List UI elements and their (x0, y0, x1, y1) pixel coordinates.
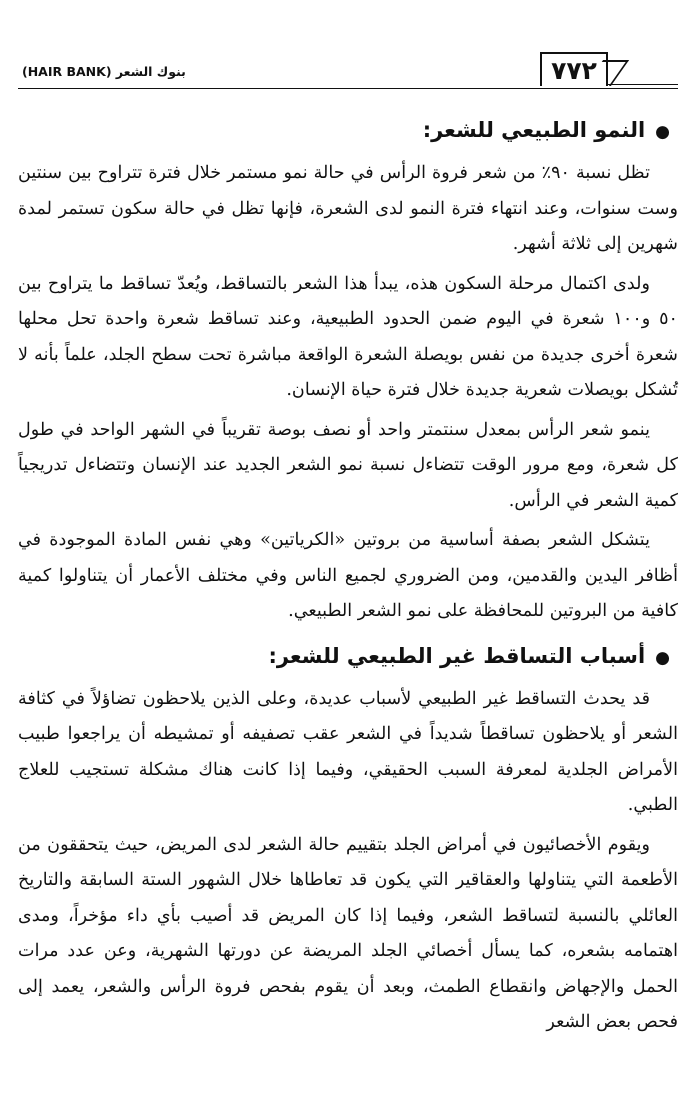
paragraph: قد يحدث التساقط غير الطبيعي لأسباب عديدة، وعلى الذين يلاحظون تضاؤلاً في كثافة الشعر أو يلاحظون تساقطاً شديداً في الشعر عقب تصفيفه أو تمشيطه أن يراجعوا طبيب الأمراض الجلدية لمعرفة السبب الحقيقي، وفيما إذا كانت هناك مشكلة تستجيب للعلاج الطبي. (18, 688, 678, 815)
running-title: بنوك الشعر (HAIR BANK) (22, 64, 186, 79)
paragraph: ولدى اكتمال مرحلة السكون هذه، يبدأ هذا الشعر بالتساقط، ويُعدّ تساقط ما يتراوح بين ٥٠ و١٠٠ شعرة في اليوم ضمن الحدود الطبيعية، وعند تساقط شعرة واحدة تحل محلها شعرة أخرى جديدة من نفس بويصلة الشعرة الواقعة مباشرة تحت سطح الجلد، علماً بأنه لا تُشكل بويصلات شعرية جديدة خلال فترة حياة الإنسان. (18, 273, 678, 400)
paragraph: ينمو شعر الرأس بمعدل سنتمتر واحد أو نصف بوصة تقريباً في الشهر الواحد في طول كل شعرة، ومع مرور الوقت تتضاءل نسبة نمو الشعر الجديد عند الإنسان وتتضاءل تدريجياً كمية الشعر في الرأس. (18, 419, 678, 511)
bullet-icon: ● (655, 647, 670, 668)
header-rule (18, 88, 678, 89)
section-heading-text: أسباب التساقط غير الطبيعي للشعر: (268, 643, 646, 668)
page-body (18, 112, 678, 1045)
section-heading (18, 638, 678, 676)
section-heading-text: النمو الطبيعي للشعر: (422, 118, 646, 142)
paragraph: تظل نسبة ٩٠٪ من شعر فروة الرأس في حالة نمو مستمر خلال فترة تتراوح بين سنتين وست سنوات، وعند انتهاء فترة النمو لدى الشعرة، فإنها تظل في حالة سكون تستمر لمدة شهرين إلى ثلاثة أشهر. (18, 163, 678, 254)
book-page (18, 50, 678, 1090)
page-number-frame (540, 52, 608, 86)
page-header (18, 50, 678, 94)
page-number: ٧٧٢ (551, 56, 597, 85)
paragraph: يتشكل الشعر بصفة أساسية من بروتين «الكرياتين» وهي نفس المادة الموجودة في أظافر اليدين والقدمين، ومن الضروري لجميع الناس وفي مختلف الأعمار أن يتناولوا كمية كافية من البروتين للمحافظة على نمو الشعر الطبيعي. (18, 530, 678, 621)
bullet-icon: ● (655, 122, 670, 142)
section-heading (18, 112, 678, 150)
paragraph: ويقوم الأخصائيون في أمراض الجلد بتقييم حالة الشعر لدى المريض، حيث يتحققون من الأطعمة التي يتناولها والعقاقير التي يكون قد تعاطاها خلال الشهور الستة السابقة والتاريخ العائلي بالنسبة لتساقط الشعر، وفيما إذا كان المريض قد أصيب بأي داء مؤخراً، ومدى اهتمامه بشعره، كما يسأل أخصائي الجلد المريضة عن دورتها الشهرية، وعن عدد مرات الحمل والإجهاض وانقطاع الطمث، وبعد أن يقوم بفحص فروة الرأس والشعر، يعمد إلى فحص بعض الشعر (18, 834, 678, 1032)
